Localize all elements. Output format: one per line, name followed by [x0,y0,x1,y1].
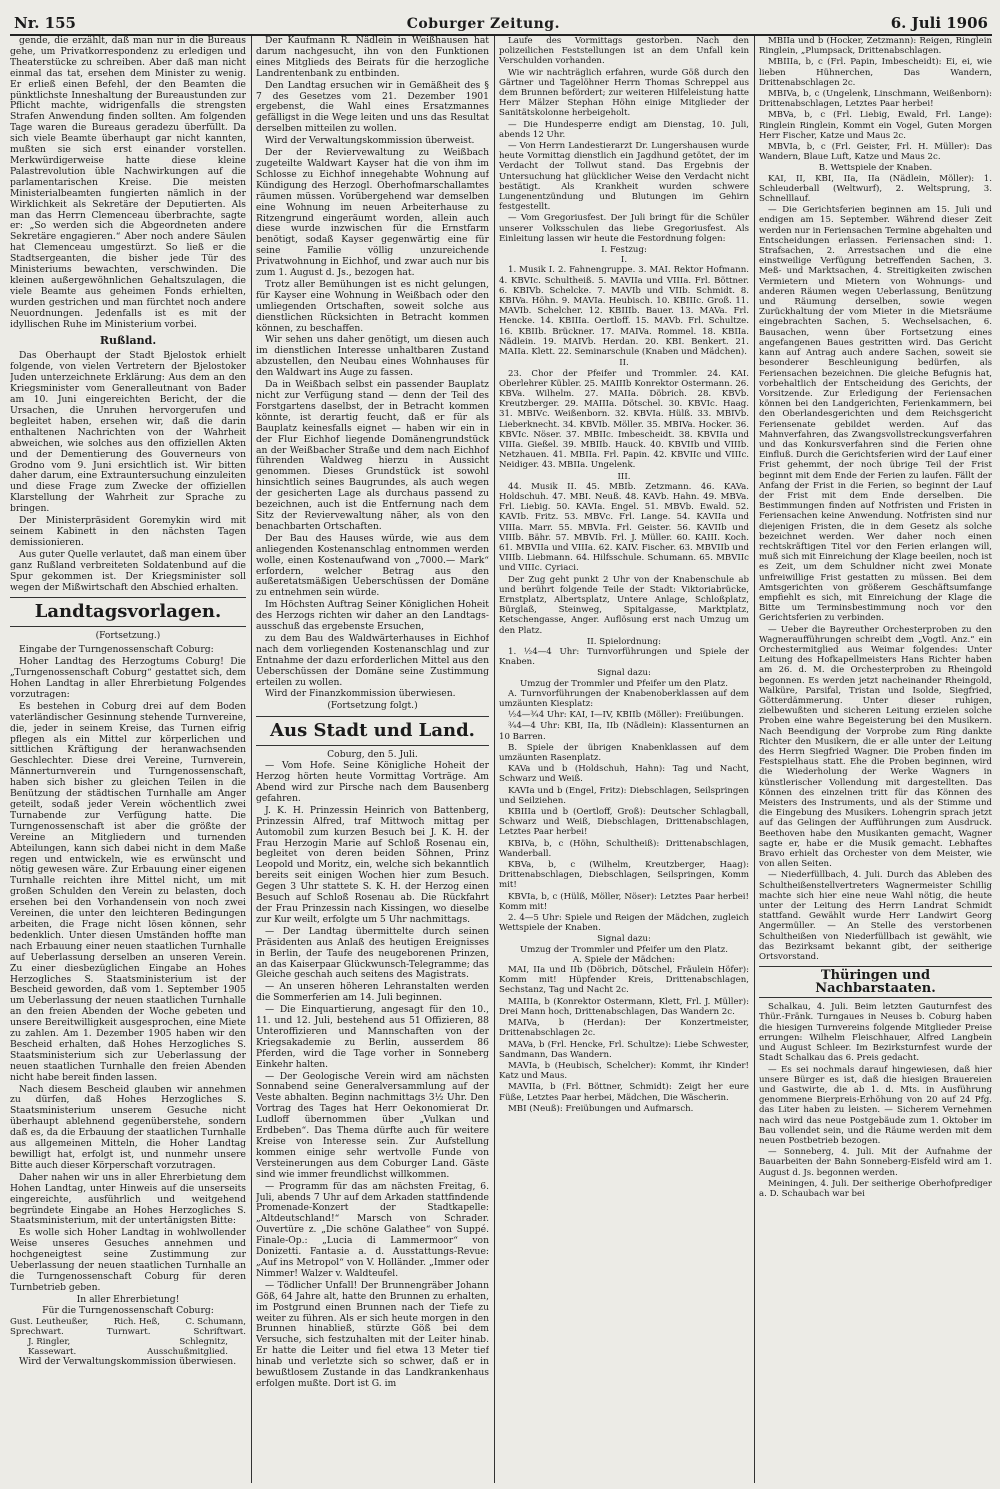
paragraph: — Die Gerichtsferien beginnen am 15. Juli und endigen am 15. September. Während dieser Zeit werden nur in Feriensachen Termine abgehalten und Entscheidungen erlassen. Feriensachen sind: 1. Strafsachen, 2. Arrestsachen und die eine einstweilige Verfügung betreffenden Sachen, 3. Meß- und Marktsachen, 4. Streitigkeiten zwischen Vermietern und Mietern von Wohnungs- und anderen Räumen wegen Ueberlassung, Benützung und Räumung derselben, sowie wegen Zurückhaltung der vom Mieter in die Mietsräume eingebrachten Sachen, 5. Wechselsachen, 6. Bausachen, wenn über Fortsetzung eines angefangenen Baues gestritten wird. Das Gericht kann auf Antrag auch andere Sachen, soweit sie besonderer Beschleunigung bedürfen, als Feriensachen bezeichnen. Die gleiche Befugnis hat, vorbehaltlich der Entscheidung des Gerichts, der Vorsitzende. Zur Erledigung der Feriensachen können bei den Landgerichten, Ferienkammern, bei den Oberlandesgerichten und dem Reichsgericht Feriensenate gebildet werden. Auf das Mahnverfahren, das Zwangsvollstreckungsverfahren und das Konkursverfahren sind die Ferien ohne Einfluß. Durch die Gerichtsferien wird der Lauf einer Frist gehemmt, der noch übrige Teil der Frist beginnt mit dem Ende der Ferien zu laufen. Fällt der Anfang der Frist in die Ferien, so beginnt der Lauf der Frist mit dem Ende derselben. Die Bestimmungen finden auf Notfristen und Fristen in Feriensachen keine Anwendung. Notfristen sind nur diejenigen Fristen, die in dem Gesetz als solche bezeichnet werden. Wer daher noch einen rechtskräftigen Titel vor den Ferien erlangen will, muß sich mit Einreichung der Klage beeilen, noch ist es Zeit, um dem Schuldner nicht zwei Monate unfreiwillige Frist gestatten zu müssen. Bei dem Amtsgerichten von größerem Geschäftsumfange empfiehlt es sich, mit Einreichung der Klage die Bitte um Terminsbestimmung noch vor den Gerichtsferien zu verbinden. [759,205,992,624]
paragraph: — Von Herrn Landestierarzt Dr. Lungershausen wurde heute Vormittag dienstlich ein Jagdhund getötet, der im Verdacht der Tollwut stand. Das Ergebnis der Untersuchung hat glücklicher Weise den Verdacht nicht bestätigt. Als Krankheit wurden schwere Lungenentzündung und Blutungen im Gehirn festgestellt. [499,141,749,213]
closing-line: Für die Turngenossenschaft Coburg: [42,1304,214,1316]
paragraph: Wird der Finanzkommission überwiesen. [265,688,456,700]
section-heading-russland: Rußland. [99,334,157,348]
signature-role: Turnwart. [106,1326,151,1337]
issue-number: Nr. 155 [14,14,76,32]
column-3 [499,36,749,1483]
paragraph: Wie wir nachträglich erfahren, wurde Göß durch den Gärtner und Tagelöhner Herrn Thomas Schreppel aus dem Brunnen befördert; zur weiteren Hilfeleistung hatte Herr Mälzer Stephan Höhn einige Mitglieder der Sanitätskolonne herbeigeholt. [499,67,749,119]
subsection-heading: A. Spiele der Mädchen: [572,954,676,965]
signature-role-row [10,1327,246,1337]
subsection-heading: II. Spielordnung: [586,636,661,647]
paragraph: — An unseren höheren Lehranstalten werden die Sommerferien am 14. Juli beginnen. [256,981,489,1004]
paragraph: Der Zug geht punkt 2 Uhr von der Knabenschule ab und berührt folgende Teile der Stadt: Viktoriabrücke, Ernstplatz, Albertsplatz, Untere Anlage, Schloßplatz, Bürglaß, Steinweg, Spitalgasse, Marktplatz, Ketschengasse, Anger. Auflösung erst nach Umzug um den Platz. [499,574,749,636]
newspaper-title: Coburger Zeitung. [406,16,560,32]
paragraph: 2. 4—5 Uhr: Spiele und Reigen der Mädchen, zugleich Wettspiele der Knaben. [499,913,749,934]
paragraph: KAVIa und b (Engel, Fritz): Diebschlagen, Seilspringen und Seilziehen. [499,785,749,806]
paragraph: Hoher Landtag des Herzogtums Coburg! Die „Turngenossenschaft Coburg“ gestattet sich, dem Hohen Landtag in aller Ehrerbietung Folgendes vorzutragen: [10,656,246,700]
paragraph: Es wolle sich Hoher Landtag in wohlwollender Weise unseres Gesuches annehmen und hochgeneigtest seine Zustimmung zur Ueberlassung der neuen staatlichen Turnhalle an die Turngenossenschaft Coburg für deren Turnbetrieb geben. [10,1227,246,1293]
signature-name: Gust. Leutheußer, [10,1316,89,1327]
signature-role: Kassewart. [28,1346,77,1357]
paragraph: ½4—¾4 Uhr: KAI, I—IV, KBIIb (Möller): Freiübungen. [508,710,744,721]
signature-role: Ausschußmitglied. [147,1346,228,1357]
section-heading-landtagsvorlagen: Landtagsvorlagen. [10,597,246,627]
paragraph: — Der Landtag übermittelte durch seinen Präsidenten aus Anlaß des heutigen Ereignisses in Berlin, der Taufe des neugeborenen Prinzen, an das Kaiserpaar Glückwunsch-Telegramme; das Gleiche geschah auch seitens des Magistrats. [256,925,489,981]
column-divider [494,36,495,1483]
paragraph: KBVIa, b, c (Hülß, Möller, Nöser): Letztes Paar herbei! Komm mit! [499,891,749,912]
paragraph: MAVa, b (Frl. Hencke, Frl. Schultze): Liebe Schwester, Sandmann, Das Wandern. [499,1039,749,1060]
issue-date: 6. Juli 1906 [890,14,988,32]
paragraph: — Die Einquartierung, angesagt für den 10., 11. und 12. Juli, bestehend aus 51 Offizieren, 88 Unteroffizieren und Mannschaften von der Kriegsakademie zu Berlin, ausserdem 86 Pferden, wird die Tage vorher in Sonneberg Einkehr halten. [256,1004,489,1070]
paragraph: Wird der Verwaltungskommission überwiesen. [19,1355,237,1367]
paragraph: KBIVa, b, c (Höhn, Schultheiß): Drittenabschlagen, Wanderball. [499,838,749,859]
paragraph: MBIIa und b (Hocker, Zetzmann): Reigen, Ringlein Ringlein, „Plumpsack, Drittenabschlagen. [759,36,992,57]
paragraph: Wir sehen uns daher genötigt, um diesen auch im dienstlichen Interesse unhaltbaren Zustand abzustellen, den Neubau eines Wohnhauses für den Waldwart ins Auge zu fassen. [256,334,489,379]
paragraph: Aus guter Quelle verlautet, daß man einem über ganz Rußland verbreiteten Soldatenbund auf die Spur gekommen ist. Der Kriegsminister soll wegen der Mißwirtschaft den Abschied erhalten. [10,548,246,593]
signature-row [10,1317,246,1327]
paragraph: Eingabe der Turngenossenschaft Coburg: [19,644,214,656]
subsection-heading: B. Wettspiele der Knaben. [818,163,933,174]
paragraph: MBI (Neuß): Freiübungen und Aufmarsch. [508,1103,694,1114]
paragraph: Im Höchsten Auftrag Seiner Königlichen Hoheit des Herzogs richten wir daher an den Landtags-ausschuß das ergebenste Ersuchen, [256,599,489,633]
paragraph: — Sonneberg, 4. Juli. Mit der Aufnahme der Bauarbeiten der Bahn Sonneberg-Eisfeld wird am 1. August d. Js. begonnen werden. [759,1147,992,1178]
paragraph: — Es sei nochmals darauf hingewiesen, daß hier unsere Bürger es ist, daß die hiesigen Brauereien und Gastwirte, die ab 1. d. Mts. in Ausführung genommene Bierpreis-Erhöhung von 20 auf 24 Pfg. das Liter haben zu leisten. — Sicherem Vernehmen nach wird das neue Postgebäude zum 1. Oktober im Bau vollendet sein, und die Räume werden mit dem neuen Postbetrieb bezogen. [759,1064,992,1146]
paragraph: — Programm für das am nächsten Freitag, 6. Juli, abends 7 Uhr auf dem Arkaden stattfindende Promenade-Konzert der Stadtkapelle: „Altdeutschland!“ Marsch von Schrader. Ouvertüre z. „Die schöne Galathee“ von Suppé. Finale-Op.: „Lucia di Lammermoor“ von Donizetti. Fantasie a. d. Ausstattungs-Revue: „Auf ins Metropol“ von V. Holländer. „Immer oder Nimmer! Walzer v. Waldteufel. [256,1180,489,1279]
paragraph: 44. Musik II. 45. MBIb. Zetzmann. 46. KAVa. Holdschuh. 47. MBI. Neuß. 48. KAVb. Hahn. 49. MBVa. Frl. Liebig. 50. KAVIa. Engel. 51. MBVb. Ewald. 52. KAVIb. Fritz. 53. MBVc. Frl. Lange. 54. KAVIIa und VIIIa. Marr. 55. MBVIa. Frl. Geister. 56. KAVIIb und VIIIb. Bähr. 57. MBVIb. Frl. J. Müller. 60. KAIII. Koch. 61. MBVIIa und VIIIa. 62. KAIV. Fischer. 63. MBVIIb und VIIIb. Liebmann. 64. Hilfsschule. Schumann. 65. MBVIIc und VIIIc. Cyriaci. [499,481,749,574]
paragraph: Trotz aller Bemühungen ist es nicht gelungen, für Kayser eine Wohnung in Weißbach oder den umliegenden Ortschaften, soweit solche aus dienstlichen Rücksichten in Betracht kommen können, zu beschaffen. [256,278,489,334]
signal-label: Signal dazu: [597,934,651,945]
paragraph: MAI, IIa und IIb (Döbrich, Dötschel, Fräulein Höfer): Komm mit! Hüpfender Kreis, Drittenabschlagen, Sechstanz, Tag und Nacht 2c. [499,965,749,996]
paragraph: Den Landtag ersuchen wir in Gemäßheit des § 7 des Gesetzes vom 21. Dezember 1901 ergebenst, die Wahl eines Ersatzmannes gefälligst in die Wege leiten und uns das Resultat derselben mitteilen zu wollen. [256,79,489,135]
paragraph: MBIVa, b, c (Ungelenk, Linschmann, Weißenborn): Drittenabschlagen, Letztes Paar herbei! [759,89,992,110]
paragraph: MAIVa, b (Herdan): Der Konzertmeister, Drittenabschlagen 2c. [499,1018,749,1039]
paragraph: ¾4—4 Uhr: KBI, IIa, IIb (Nädlein): Klassenturnen an 10 Barren. [499,721,749,742]
column-1 [10,36,246,1483]
paragraph: Daher nahen wir uns in aller Ehrerbietung dem Hohen Landtag, unter Hinweis auf die unserseits eingereichte, ausführlich und weitgehend begründete Eingabe an Hohes Herzogliches S. Staatsministerium, mit der untertänigsten Bitte: [10,1171,246,1227]
signature-name: J. Ringler, [28,1336,71,1347]
paragraph: KAVa und b (Holdschuh, Hahn): Tag und Nacht, Schwarz und Weiß. [499,764,749,785]
signature-role: Schriftwart. [193,1326,246,1337]
closing-line: In aller Ehrerbietung! [76,1293,180,1305]
paragraph: Der Ministerpräsident Goremykin wird mit seinem Kabinett in den nächsten Tagen demissionieren. [10,515,246,548]
paragraph: KBVa, b, c (Wilhelm, Kreutzberger, Haag): Drittenabschlagen, Diebschlagen, Seilspringen, Komm mit! [499,860,749,891]
section-heading-aus-stadt-und-land: Aus Stadt und Land. [256,716,489,746]
paragraph: MAVIa, b (Heubisch, Schelcher): Kommt, ihr Kinder! Katz und Maus. [499,1060,749,1082]
paragraph: A. Turnvorführungen der Knabenoberklassen auf dem umzäunten Kiesplatz: [499,688,749,709]
paragraph: 1. Musik I. 2. Fahnengruppe. 3. MAI. Rektor Hofmann. 4. KBVIc. Schultheiß. 5. MAVIIa und VIIIa. Frl. Böttner. 6. KBIVb. Schelcke. 7. MAVIb und VIIb. Schmidt. 8. KBIVa. Höhn. 9. MAVIa. Heubisch. 10. KBIIIc. Groß. 11. MAVIb. Schelcher. 12. KBIIIb. Bauer. 13. MAVa. Frl. Hencke. 14. KBIIIa. Oertloff. 15. MAVb. Frl. Schultze. 16. KBIIb. Brückner. 17. MAIVa. Rommel. 18. KBIIa. Nädlein. 19. MAIVb. Herdan. 20. KBI. Benkert. 21. MAIIa. Klett. 22. Seminarschule (Knaben und Mädchen). [499,265,749,358]
paragraph: KAI, II, KBI, IIa, IIa (Nädlein, Möller): 1. Schleuderball (Weltwurf), 2. Weltsprung, 3. Schnelllauf. [759,173,992,205]
paragraph: — Vom Hofe. Seine Königliche Hoheit der Herzog hörten heute Vormittag Vorträge. Am Abend wird zur Pirsche nach dem Bausenberg gefahren. [256,760,489,804]
paragraph: — Niederfüllbach, 4. Juli. Durch das Ableben des Schultheißenstellvertreters Wagnermeister Schillig machte sich hier eine neue Wahl nötig, die heute unter der Leitung des Herrn Landrat Schmidt stattfand. Gewählt wurde Herr Landwirt Georg Angermüller. — An Stelle des verstorbenen Schultheißen von Niederfüllbach ist gewählt, wie das Bezirksamt bekannt gibt, der seitherige Ortsvorstand. [759,870,992,963]
paragraph: Schalkau, 4. Juli. Beim letzten Gauturnfest des Thür.-Fränk. Turngaues in Neuses b. Coburg haben die hiesigen Turnvereins folgende Mitglieder Preise errungen: Wilhelm Fleischhauer, Alfred Langbein und August Schleer. Im Bezirksturnfest wurde der Stadt Schalkau das 6. Preis gedacht. [759,1002,992,1064]
paragraph: Nach diesem Bescheid glauben wir annehmen zu dürfen, daß Hohes Herzogliches S. Staatsministerium unserem Gesuche nicht überhaupt ablehnend gegenüberstehe, sondern daß es, da die Erbauung der staatlichen Turnhalle aus allgemeinen Mitteln, die Hoher Landtag bewilligt hat, erfolgt ist, und nunmehr unsere Bitte auch dieser Körperschaft vorzutragen. [10,1083,246,1171]
paragraph: 1. ½4—4 Uhr: Turnvorführungen und Spiele der Knaben. [499,646,749,668]
continuation-note: (Fortsetzung folgt.) [327,700,418,712]
column-divider [251,36,252,1483]
paragraph: Da in Weißbach selbst ein passender Bauplatz nicht zur Verfügung stand — denn der Teil des Forstgartens daselbst, der in Betracht kommen könnte, ist derartig feucht, daß er für als Bauplatz keinesfalls eignet — haben wir ein in der Flur Eichhof liegende Domänengrundstück an der Weißbacher Straße und dem nach Eichhof führenden Waldweg hierzu in Aussicht genommen. Dieses Grundstück ist sowohl hinsichtlich seines Baugrundes, als auch wegen der gesicherten Lage als durchaus passend zu bezeichnen, auch ist die Entfernung nach dem Sitz der Reviervewaltung näher, als von den benachbarten Ortschaften. [256,379,489,532]
section-heading-thueringen: Thüringen und Nachbarstaaten. [759,966,992,998]
paragraph: Der der Reviervewaltung zu Weißbach zugeteilte Waldwart Kayser hat die von ihm im Schlosse zu Eichhof innegehabte Wohnung auf Kündigung des Herzogl. Oberhofmarschallamtes räumen müssen. Vorübergehend war demselben eine Wohnung im neuen Arbeiterhause zu Ritzengrund eingeräumt worden, allein auch diese wurde inzwischen für die Ernstfarm benötigt, sodaß Kayser gegenwärtig eine für seine Familie völlig unzureichende Privatwohnung in Eichhof, und zwar auch nur bis zum 1. August d. Js., bezogen hat. [256,147,489,279]
paragraph: MBVa, b, c (Frl. Liebig, Ewald, Frl. Lange): Ringlein Ringlein, Kommt ein Vogel, Guten Morgen Herr Fischer, Katze und Maus 2c. [759,110,992,141]
paragraph: Wird der Verwaltungskommission überweist. [265,135,475,147]
paragraph: KBIIIa und b (Oertloff, Groß): Deutscher Schlagball, Schwarz und Weiß, Diebschlagen, Drittenabschlagen, Letztes Paar herbei! [499,807,749,838]
signature-row [10,1337,246,1347]
paragraph: — Die Hundesperre endigt am Dienstag, 10. Juli, abends 12 Uhr. [499,119,749,140]
paragraph: — Tödlicher Unfall! Der Brunnengräber Johann Göß, 64 Jahre alt, hatte den Brunnen zu erhalten, im Postgrund einen Brunnen nach der Tiefe zu weiter zu führen. Als er sich heute morgen in den Brunnen hinabließ, stürzte Göß bei dem Versuche, sich festzuhalten mit der Leiter hinab. Er hatte die Leiter und fiel etwa 13 Meter tief hinab und verletzte sich so schwer, daß er in bewußtlosem Zustande in das Landkrankenhaus erfolgen mußte. Dort ist G. im [256,1279,489,1389]
paragraph: J. K. H. Prinzessin Heinrich von Battenberg, Prinzessin Alfred, traf Mittwoch mittag per Automobil zum kurzen Besuch bei J. K. H. der Frau Herzogin Marie auf Schloß Rosenau ein, begleitet von deren beiden Söhnen, Prinz Leopold und Moritz, ein, welche sich bekanntlich bereits seit einigen Wochen hier zum Besuch. Gegen 3 Uhr stattete S. K. H. der Herzog einen Besuch auf Schloß Rosenau ab. Die Rückfahrt der Frau Prinzessin nach Kissingen, wo dieselbe zur Kur weilt, erfolgte um 5 Uhr nachmittags. [256,804,489,925]
paragraph: — Vom Gregoriusfest. Der Juli bringt für die Schüler unserer Volksschulen das liebe Gregoriusfest. Als Einleitung lassen wir heute die Festordnung folgen: [499,213,749,244]
signal-label: Signal dazu: [597,668,651,679]
roman-numeral: III. [617,471,631,482]
dateline: Coburg, den 5. Juli. [327,749,418,761]
paragraph: Der Bau des Hauses würde, wie aus dem anliegenden Kostenanschlag entnommen werden wolle, einen Kostenaufwand von „7000.— Mark“ erfordern, welcher Betrag aus den außeretatsmäßigen Ueberschüssen der Domäne zu entnehmen sein würde. [256,532,489,599]
signature-name: Rich. Heß, [113,1316,160,1327]
paragraph: 23. Chor der Pfeifer und Trommler. 24. KAI. Oberlehrer Kübler. 25. MAIIIb Konrektor Ostermann. 26. KBVa. Wilhelm. 27. MAIIa. Döbrich. 28. KBVb. Kreutzberger. 29. MAIIIa. Dötschel. 30. KBVIc. Haag. 31. MBIVc. Weißenborn. 32. KBVIa. Hülß. 33. MBIVb. Lieberknecht. 34. KBVIb. Möller. 35. MBIVa. Hocker. 36. KBVIc. Nöser. 37. MBIIc. Imbescheidt. 38. KBVIIa und VIIIa. Gießel. 39. MBIIb. Hauck. 40. KBVIIb und VIIIb. Netzhauen. 41. MBIIa. Frl. Papin. 42. KBVIIc und VIIIc. Neidiger. 43. MBIIa. Ungelenk. [499,368,749,471]
paragraph: Es bestehen in Coburg drei auf dem Boden vaterländischer Gesinnung stehende Turnvereine, die, jeder in seinem Kreise, das Turnen eifrig pflegen als ein Mittel zur körperlichen und sittlichen Kräftigung der heranwachsenden Geschlechter. Diese drei Vereine, Turnverein, Männerturnverein und Turngenossenschaft, haben sich bisher zu gleichen Teilen in die Benützung der städtischen Turnhalle am Anger geteilt, sodaß jeder Verein wöchentlich zwei Turnabende zur Verfügung hatte. Die Turngenossenschaft ist aber die größte der Vereine an Mitgliedern und turnenden Abteilungen, kann sich dabei nicht in dem Maße regen und entwickeln, wie es erwünscht und nötig gewesen wäre. Zur Erbauung einer eigenen Turnhalle reichten ihre Mittel nicht, um mit großen Schulden den Verein zu belasten, doch ersehen bei den Vorhandensein von noch zwei Vereinen, die unter den leichteren Bedingungen arbeiten, die Frage nicht lösen können, sehr bedenklich. Unter diesen Umständen hoffte man nach Erbauung einer neuen staatlichen Turnhalle auf Ueberlassung derselben an unseren Verein. Zu einer diesbezüglichen Eingabe an Hohes Herzogliches S. Staatsministerium ist der Bescheid geworden, daß vom 1. September 1905 um Ueberlassung der neuen staatlichen Turnhalle an den freien Abenden der Woche gebeten und unsere Bereitwilligkeit ausgesprochen, eine Miete zu zahlen. Am 1. Dezember 1905 haben wir den Bescheid erhalten, daß Hohes Herzogliches S. Staatsministerium sich zur Ueberlassung der neuen staatlichen Turnhalle den freien Abenden nicht habe bereit finden lassen. [10,700,246,1083]
paragraph: zu dem Bau des Waldwärterhauses in Eichhof nach dem vorliegenden Kostenanschlag und zur Entnahme der dazu erforderlichen Mittel aus den Ueberschüssen der Domäne seine Zustimmung erteilen zu wollen. [256,632,489,688]
roman-numeral: I. [620,255,628,266]
column-2 [256,36,489,1483]
continuation-note: (Fortsetzung.) [95,631,161,642]
paragraph: — Ueber die Bayreuther Orchesterproben zu den Wagneraufführungen schreibt dem „Vogtl. Anz.“ ein Orchestermitglied aus Weimar folgendes: Unter Leitung des Hofkapellmeisters Hans Richter haben am 26. d. M. die Orchesterproben zu Rheingold begonnen. Es werden jetzt nacheinander Rheingold, Walküre, Parsifal, Tristan und Isolde, Siegfried, Götterdämmerung. Unter dieser ruhigen, zielbewußten und sicheren Leitung erzielen solche Proben eine wahre Begeisterung bei den Musikern. Nach Beendigung der Vorprobe zum Ring dankte Richter den Musikern, die er alle unter der Leitung des Herrn Siegfried Wagner. Die Proben finden im Festspielhaus statt. Ehe die Proben beginnen, wird die Wiederholung der Werke Wagners in künstlerischer Vollendung mit dargestellten. Das Können des einzelnen tritt für das Können des Meisters des Instruments, und als der Stimme und die Eingebung des Musikers. Lohengrin sprach jetzt auf das Gelingen der Aufführungen zum Ausdruck. Beethoven habe den Musikanten gemacht, Wagner sagte er, habe er die Musik gemacht. Lebhaftes Bravo erhielt das Orchester von dem Meister, wie von allen Seiten. [759,624,992,870]
column-divider [754,36,755,1483]
paragraph: MAIIIa, b (Konrektor Ostermann, Klett, Frl. J. Müller): Drei Mann hoch, Drittenabschlagen, Das Wandern 2c. [499,996,749,1017]
subsection-heading: I. Festzug: [601,245,647,256]
paragraph: MBIIIa, b, c (Frl. Papin, Imbescheidt): Ei, ei, wie lieben Hühnerchen, Das Wandern, Drittenabschlagen 2c. [759,57,992,88]
roman-numeral: II. [619,358,629,369]
paragraph: B. Spiele der übrigen Knabenklassen auf dem umzäunten Rasenplatz. [499,742,749,764]
paragraph: Umzug der Trommler und Pfeifer um den Platz. [520,678,728,689]
paragraph: Umzug der Trommler und Pfeifer um den Platz. [520,944,728,955]
paragraph: gende, die erzählt, daß man nur in die Bureaus gehe, um Privatkorrespondenz zu erledigen und Theaterstücke zu schreiben. Aber daß man nicht einmal das tat, ersehen dem Minister zu wenig. Er erließ einen Befehl, der den Beamten die pünktlichste Inneshaltung der Bureaustunden zur Pflicht machte, widrigenfalls die strengsten Strafen Anwendung finden sollten. Am folgenden Tage waren die Bureaus geradezu überfüllt. Da sich viele Beamte überhaupt gar nicht kannten, mußten sie sich erst einander vorstellen. Merkwürdigerweise hatte diese kleine Palastrevolution üble Nachwirkungen auf die parlamentarischen Kreise. Die meisten Ministerialbeamten fungierten nämlich in der Wirklichkeit als Sekretäre der Deputierten. Als man das Herrn Clemenceau überbrachte, sagte er: „So werden sich die Abgeordneten andere Sekretäre engagieren.“ Aber noch andere Säulen hat Clemenceau umgestürzt. So ließ er die Stadtsergeanten, die bisher jede Tür des Ministeriums bewachten, verschwinden. Die kleinen außergewöhnlichen Gehaltszulagen, die viele Beamte aus geheimen Fonds erhielten, wurden gestrichen und man fürchtet noch andere Neuordnungen. Jedenfalls ist es mit der idyllischen Ruhe im Ministerium vorbei. [10,36,246,330]
paragraph: Der Kaufmann R. Nädlein in Weißhausen hat darum nachgesucht, ihn von den Funktionen eines Mitglieds des Beirats für die herzogliche Landrentenbank zu entbinden. [256,36,489,79]
masthead [10,10,992,36]
paragraph: Laufe des Vormittags gestorben. Nach den polizeilichen Feststellungen ist an dem Unfall kein Verschulden vorhanden. [499,36,749,67]
signature-role: Sprechwart. [10,1326,64,1337]
paragraph: Das Oberhaupt der Stadt Bjelostok erhielt folgende, von vielen Vertretern der Bjelostoker Juden unterzeichnete Erklärung: Aus dem an den Kriegsminister vom Generalleutnant von Bader am 10. Juni eingereichten Bericht, der die Ursachen, die Unruhen hervorgerufen und begleitet haben, ersehen wir, daß die darin enthaltenen Nachrichten von der Wahrheit abweichen, wie solches aus den offiziellen Akten und der Dementierung des Gouverneurs von Grodno vom 9. Juni ersichtlich ist. Wir bitten daher darum, eine Extrauntersuchung einzuleiten und diese Frage zum Zwecke der offiziellen Klarstellung der Wahrheit zur Sprache zu bringen. [10,350,246,515]
paragraph: — Der Geologische Verein wird am nächsten Sonnabend seine Generalversammlung auf der Veste abhalten. Beginn nachmittags 3½ Uhr. Den Vortrag des Tages hat Herr Oekonomierat Dr. Ludloff übernommen über „Vulkan und Erdbeben“. Das Thema dürfte auch für weitere Kreise von Interesse sein. Zur Aufstellung kommen einige sehr wertvolle Funde von Versteinerungen aus dem Coburger Land. Gäste sind wie immer freundlichst willkommen. [256,1070,489,1180]
paragraph: MAVIIa, b (Frl. Böttner, Schmidt): Zeigt her eure Füße, Letztes Paar herbei, Mädchen, Die Wäscherin. [499,1082,749,1103]
paragraph: Meiningen, 4. Juli. Der seitherige Oberhofprediger a. D. Schaubach war bei [759,1178,992,1199]
signature-name: Schlegnitz, [179,1336,228,1347]
columns [10,36,992,1483]
signature-name: C. Schumann, [185,1316,246,1327]
column-4 [759,36,992,1483]
paragraph: MBVIa, b, c (Frl. Geister, Frl. H. Müller): Das Wandern, Blaue Luft, Katze und Maus 2c. [759,142,992,163]
